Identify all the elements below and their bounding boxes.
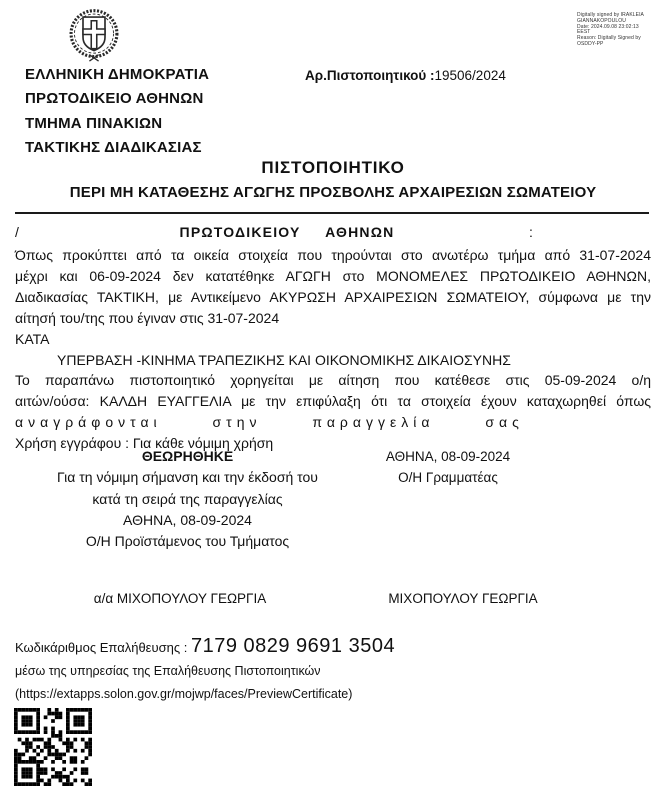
verification-code-line xyxy=(15,635,395,658)
greek-coat-of-arms-icon xyxy=(66,7,122,62)
defendant-name: ΥΠΕΡΒΑΣΗ -ΚΙΝΗΜΑ ΤΡΑΠΕΖΙΚΗΣ ΚΑΙ ΟΙΚΟΝΟΜΙΚΗΣ ΔΙΚΑΙΟΣΥΝΗΣ xyxy=(57,351,511,368)
org-line-department: ΤΜΗΜΑ ΠΙΝΑΚΙΩΝ xyxy=(25,114,163,132)
kata-label: ΚΑΤΑ xyxy=(15,330,50,347)
signer-name-right: ΜΙΧΟΠΟΥΛΟΥ ΓΕΩΡΓΙΑ xyxy=(388,591,538,606)
body-line-spread: αναγράφονται στην παραγγελία σας xyxy=(15,414,524,430)
signer-name-left: α/α ΜΙΧΟΠΟΥΛΟΥ ΓΕΩΡΓΙΑ xyxy=(93,591,267,606)
digsig-line: Date: 2024.09.08 23:02:13 xyxy=(577,23,639,30)
body-line: αίτησή του/της που έγιναν στις 31-07-2024 xyxy=(15,309,280,326)
certificate-body-paragraph-2 xyxy=(15,370,651,454)
org-line-procedure: ΤΑΚΤΙΚΗΣ ΔΙΑΔΙΚΑΣΙΑΣ xyxy=(25,139,202,157)
issuing-authority-block xyxy=(25,63,209,161)
digsig-line: Reason: Digitally Signed by xyxy=(577,35,641,42)
verification-code-label: Κωδικάριθμος Επαλήθευσης : xyxy=(15,640,191,655)
org-line-court: ΠΡΩΤΟΔΙΚΕΙΟ ΑΘΗΝΩΝ xyxy=(25,90,204,108)
certificate-number xyxy=(305,68,506,83)
body-line: μέχρι και 06-09-2024 δεν κατατέθηκε ΑΓΩΓΗ στο ΜΟΝΟΜΕΛΕΣ ΠΡΩΤΟΔΙΚΕΙΟ ΑΘΗΝΩΝ, xyxy=(15,267,651,284)
court-line-colon: : xyxy=(529,224,533,240)
verification-service-line: μέσω της υπηρεσίας της Επαλήθευσης Πιστοποιητικών xyxy=(15,664,321,678)
digital-signature-stamp xyxy=(577,13,666,48)
secretary-title: Ο/Η Γραμματέας xyxy=(398,470,498,486)
approval-line: Για τη νόμιμη σήμανση και την έκδοσή του xyxy=(57,469,318,486)
certificate-body-paragraph-1 xyxy=(15,245,651,370)
court-name-line xyxy=(15,224,651,240)
digsig-line: Digitally signed by IRAKLEIA xyxy=(577,12,644,18)
body-line: Διαδικασίας ΤΑΚΤΙΚΗ, με Αντικείμενο ΑΚΥΡΩΣΗ ΑΡΧΑΙΡΕΣΙΩΝ ΣΩΜΑΤΕΙΟΥ, σύμφωνα με την xyxy=(15,288,651,305)
issue-date: ΑΘΗΝΑ, 08-09-2024 xyxy=(385,449,511,464)
digsig-line: OSDDY-PP xyxy=(577,40,604,47)
body-line: Το παραπάνω πιστοποιητικό χορηγείται με αίτηση που κατέθεσε στις 05-09-2024 ο/η xyxy=(15,372,651,388)
approval-date: ΑΘΗΝΑ, 08-09-2024 xyxy=(123,511,252,528)
org-line-republic: ΕΛΛΗΝΙΚΗ ΔΗΜΟΚΡΑΤΙΑ xyxy=(25,66,210,83)
certificate-subtitle: ΠΕΡΙ ΜΗ ΚΑΤΑΘΕΣΗΣ ΑΓΩΓΗΣ ΠΡΟΣΒΟΛΗΣ ΑΡΧΑΙΡΕΣΙΩΝ ΣΩΜΑΤΕΙΟΥ xyxy=(69,184,597,201)
qr-code xyxy=(14,708,92,786)
approval-signer-title: Ο/Η Προϊστάμενος του Τμήματος xyxy=(85,533,290,550)
title-divider xyxy=(15,212,649,214)
approval-line: κατά τη σειρά της παραγγελίας xyxy=(92,490,283,507)
digsig-line: EEST xyxy=(577,29,591,36)
approved-heading: ΘΕΩΡΗΘΗΚΕ xyxy=(141,448,234,464)
approval-block-right xyxy=(383,446,513,489)
court-name: ΠΡΩΤΟΔΙΚΕΙΟΥ ΑΘΗΝΩΝ xyxy=(179,224,395,240)
body-line: αιτών/ούσα: ΚΑΛΔΗ ΕΥΑΓΓΕΛΙΑ με την επιφύλαξη ότι τα στοιχεία έχουν καταχωρηθεί όπως xyxy=(15,393,651,409)
verification-url: (https://extapps.solon.gov.gr/mojwp/faces/PreviewCertificate) xyxy=(15,687,353,701)
certificate-number-value: 19506/2024 xyxy=(434,68,506,83)
approval-block-left xyxy=(15,446,360,552)
certificate-number-label: Αρ.Πιστοποιητικού : xyxy=(305,68,435,83)
digsig-line: GIANNAKOPOULOU xyxy=(577,17,626,24)
usage-line: Χρήση εγγράφου : Για κάθε νόμιμη χρήση xyxy=(15,435,274,451)
verification-code-value: 7179 0829 9691 3504 xyxy=(190,635,396,657)
body-line: Όπως προκύπτει από τα οικεία στοιχεία που τηρούνται στο ανωτέρω τμήμα από 31-07-2024 xyxy=(15,247,651,263)
court-line-slash: / xyxy=(15,224,19,240)
certificate-title: ΠΙΣΤΟΠΟΙΗΤΙΚΟ xyxy=(261,158,405,177)
